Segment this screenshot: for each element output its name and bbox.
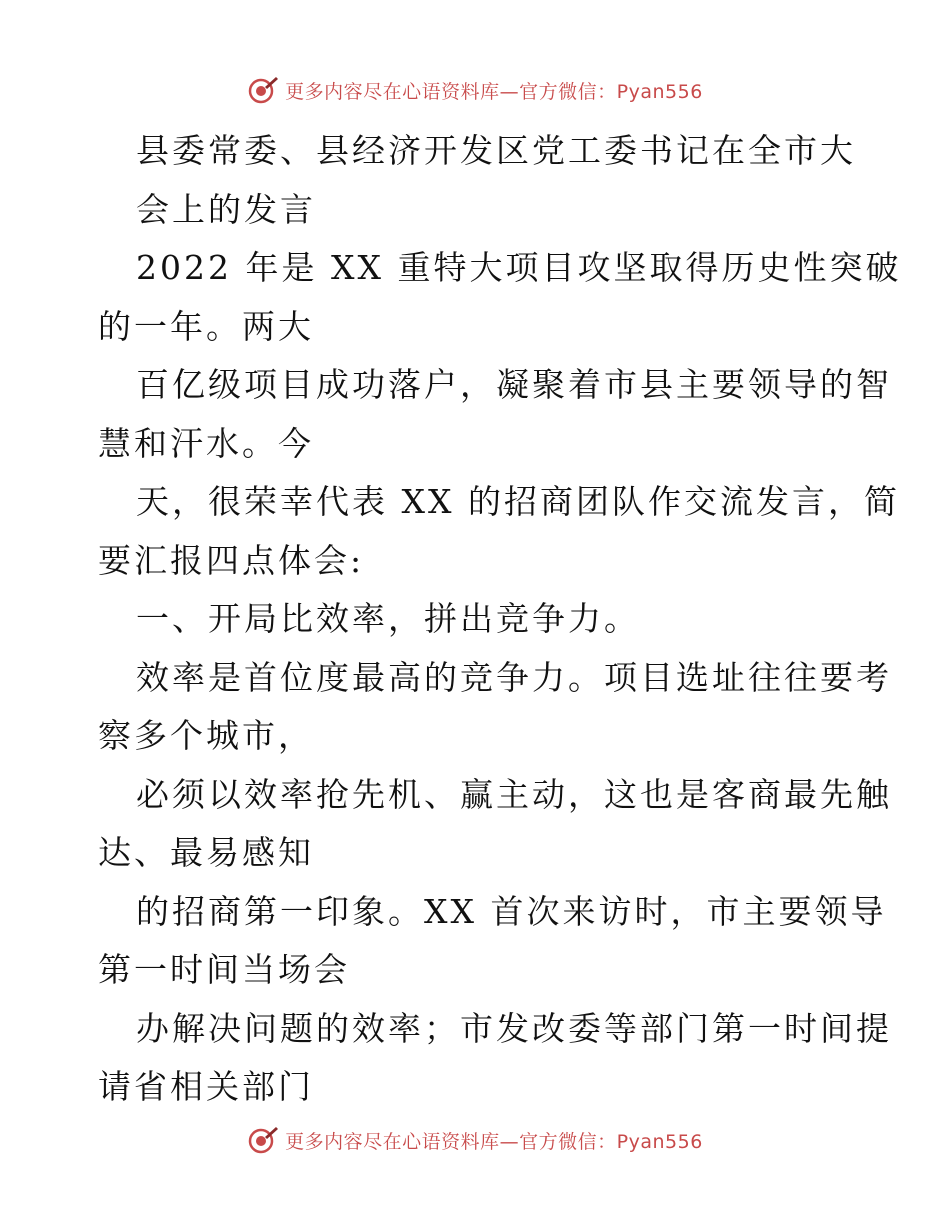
document-body [98, 122, 902, 1117]
document-line: 的一年。两大 [98, 306, 314, 346]
seal-pen-icon [247, 74, 279, 106]
document-line: 天，很荣幸代表 XX 的招商团队作交流发言，简 [136, 482, 900, 521]
header-banner-text: 更多内容尽在心语资料库—官方微信：Pyan556 [285, 80, 703, 103]
document-line: 请省相关部门 [98, 1067, 314, 1106]
document-line: 2022 年是 XX 重特大项目攻坚取得历史性突破 [136, 248, 902, 287]
document-line: 会上的发言 [136, 189, 316, 229]
document-line: 察多个城市， [98, 716, 314, 755]
footer-banner-text: 更多内容尽在心语资料库—官方微信：Pyan556 [285, 1130, 703, 1153]
document-line: 要汇报四点体会: [98, 540, 365, 580]
document-line: 百亿级项目成功落户，凝聚着市县主要领导的智 [136, 365, 892, 404]
document-line: 办解决问题的效率；市发改委等部门第一时间提 [136, 1008, 892, 1048]
document-line: 必须以效率抢先机、赢主动，这也是客商最先触 [136, 774, 892, 814]
document-line: 效率是首位度最高的竞争力。项目选址往往要考 [136, 657, 892, 697]
document-line: 的招商第一印象。XX 首次来访时，市主要领导 [136, 891, 887, 931]
document-line: 慧和汗水。今 [98, 423, 314, 463]
document-line: 第一时间当场会 [98, 950, 350, 989]
header-banner [0, 70, 950, 110]
document-line: 达、最易感知 [98, 833, 314, 872]
document-line: 县委常委、县经济开发区党工委书记在全市大 [136, 131, 856, 170]
seal-pen-icon [247, 1124, 279, 1156]
footer-banner [0, 1120, 950, 1160]
document-line: 一、开局比效率，拼出竞争力。 [136, 599, 640, 638]
